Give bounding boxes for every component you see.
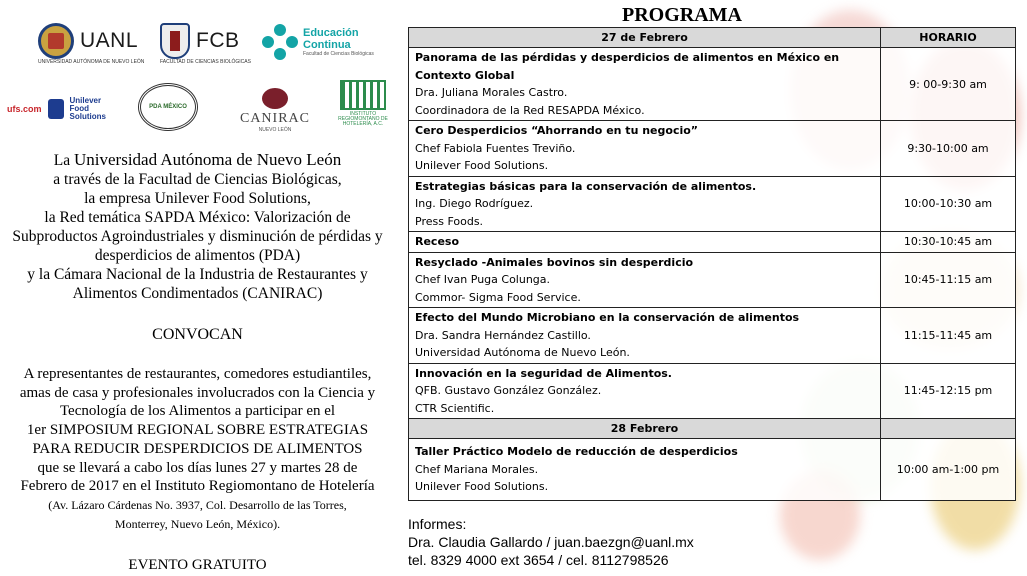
unilever-u-icon <box>48 99 64 119</box>
irh-logo-text: INSTITUTO REGIOMONTANO DE HOTELERÍA, A.C. <box>338 111 388 127</box>
fcb-logo <box>160 17 251 65</box>
session-speaker: QFB. Gustavo González González. <box>415 384 602 397</box>
convocan-heading: CONVOCAN <box>152 326 243 343</box>
edu-logo-sub: Facultad de Ciencias Biológicas <box>303 51 374 57</box>
day1-header: 27 de Febrero <box>409 28 881 48</box>
session-org: Unilever Food Solutions. <box>415 159 549 172</box>
call-line7: Febrero de 2017 en el Instituto Regiomontano de Hotelería <box>20 478 375 495</box>
session-speaker: Dra. Juliana Morales Castro. <box>415 86 568 99</box>
call-line4: 1er SIMPOSIUM REGIONAL SOBRE ESTRATEGIAS <box>26 422 369 439</box>
educacion-continua-logo <box>262 22 374 62</box>
uanl-logo-sub: UNIVERSIDAD AUTÓNOMA DE NUEVO LEÓN <box>38 59 145 65</box>
session-title: Cero Desperdicios “Ahorrando en tu negocio” <box>415 124 699 137</box>
session-speaker: Dra. Sandra Hernández Castillo. <box>415 328 591 342</box>
intro-university: Universidad Autónoma de Nuevo León <box>74 150 342 169</box>
unilever-line3: Solutions <box>69 112 106 121</box>
intro-line7: y la Cámara Nacional de la Industria de Restaurantes y <box>27 266 368 283</box>
canirac-emblem-icon <box>262 88 288 109</box>
canirac-logo <box>235 88 315 133</box>
table-row <box>409 176 1016 232</box>
informes-phone: tel. 8329 4000 ext 3654 / cel. 8112798526 <box>408 552 669 568</box>
programa-table <box>408 27 1016 501</box>
canirac-logo-text: CANIRAC <box>239 111 310 126</box>
horario-header: HORARIO <box>881 28 1016 48</box>
table-row <box>409 121 1016 177</box>
session-org: Press Foods. <box>415 214 484 228</box>
session-title: Resyclado -Animales bovinos sin desperdicio <box>415 255 694 269</box>
call-line6: que se llevará a cabo los días lunes 27 y martes 28 de <box>37 459 358 476</box>
intro-line4: la Red temática SAPDA México: Valorización de <box>44 209 351 226</box>
session-speaker: Chef Mariana Morales. <box>415 462 539 476</box>
session-org: Commor- Sigma Food Service. <box>415 290 581 304</box>
session-time: 11:45-12:15 pm <box>881 363 1016 419</box>
session-time: 10:00-10:30 am <box>881 176 1016 232</box>
informes-block <box>408 515 694 569</box>
fcb-shield-icon <box>160 23 190 59</box>
table-row <box>409 363 1016 419</box>
session-title: Panorama de las pérdidas y desperdicios de alimentos en México en Contexto Global <box>415 51 840 82</box>
session-time: 11:15-11:45 am <box>881 308 1016 364</box>
table-row <box>409 48 1016 121</box>
session-org: Coordinadora de la Red RESAPDA México. <box>415 103 645 117</box>
informes-contact: Dra. Claudia Gallardo / juan.baezgn@uanl.mx <box>408 534 694 550</box>
intro-line2: a través de la Facultad de Ciencias Biológicas, <box>53 171 342 188</box>
session-org: Unilever Food Solutions. <box>415 480 549 493</box>
table-header-row <box>409 419 1016 439</box>
call-line5: PARA REDUCIR DESPERDICIOS DE ALIMENTOS <box>32 440 363 457</box>
intro-line5: Subproductos Agroindustriales y disminución de pérdidas y <box>12 228 383 245</box>
session-title: Innovación en la seguridad de Alimentos. <box>415 366 672 380</box>
uanl-logo <box>38 17 145 65</box>
programa-title: PROGRAMA <box>622 4 742 26</box>
fcb-logo-sub: FACULTAD DE CIENCIAS BIOLÓGICAS <box>160 59 251 65</box>
irh-building-icon <box>340 80 386 110</box>
session-speaker: Ing. Diego Rodríguez. <box>415 197 534 210</box>
table-header-row <box>409 28 1016 48</box>
edu-logo-line2: Continua <box>303 39 351 51</box>
session-title: Taller Práctico Modelo de reducción de desperdicios <box>415 445 738 458</box>
session-time: 9:30-10:00 am <box>881 121 1016 177</box>
intro-line8: Alimentos Condimentados (CANIRAC) <box>72 285 323 302</box>
intro-text <box>0 150 395 303</box>
session-title: Receso <box>415 235 460 248</box>
intro-line6: desperdicios de alimentos (PDA) <box>94 247 301 264</box>
call-line3: Tecnología de los Alimentos a participar en el <box>59 403 336 420</box>
uanl-logo-text: UANL <box>80 29 139 52</box>
fcb-logo-text: FCB <box>196 29 240 52</box>
ufs-text: ufs.com <box>7 104 42 114</box>
evento-gratuito: EVENTO GRATUITO <box>128 557 267 573</box>
pda-logo-text: PDA MÉXICO <box>138 83 198 131</box>
unilever-line2: Food <box>69 104 90 113</box>
address-line2: Monterrey, Nuevo León, México). <box>114 516 281 531</box>
uanl-seal-icon <box>38 23 74 59</box>
address-line1: (Av. Lázaro Cárdenas No. 3937, Col. Desarrollo de las Torres, <box>48 497 347 512</box>
session-time: 10:45-11:15 am <box>881 252 1016 308</box>
session-title: Estrategias básicas para la conservación de alimentos. <box>415 179 757 193</box>
intro-line3: la empresa Unilever Food Solutions, <box>84 190 311 207</box>
edu-logo-line1: Educación <box>303 27 359 39</box>
instituto-regiomontano-logo <box>338 80 388 132</box>
session-title: Efecto del Mundo Microbiano en la conservación de alimentos <box>415 311 800 324</box>
table-row <box>409 439 1016 501</box>
table-row <box>409 252 1016 308</box>
empty-header-cell <box>881 419 1016 439</box>
call-line2: amas de casa y profesionales involucrados con la Ciencia y <box>19 384 376 401</box>
unilever-line1: Unilever <box>69 96 102 105</box>
call-line1: A representantes de restaurantes, comedores estudiantiles, <box>23 366 372 382</box>
pda-mexico-logo <box>138 82 200 132</box>
flower-icon <box>262 24 298 60</box>
intro-prefix: La <box>53 152 74 169</box>
table-row <box>409 232 1016 253</box>
informes-label: Informes: <box>408 516 467 532</box>
session-speaker: Chef Ivan Puga Colunga. <box>415 273 551 286</box>
session-org: Universidad Autónoma de Nuevo León. <box>415 346 630 359</box>
session-speaker: Chef Fabiola Fuentes Treviño. <box>415 141 576 155</box>
canirac-logo-sub: NUEVO LEÓN <box>258 127 292 133</box>
session-time: 10:00 am-1:00 pm <box>881 439 1016 501</box>
day2-header: 28 Febrero <box>409 419 881 439</box>
call-text <box>0 365 395 533</box>
session-time: 9: 00-9:30 am <box>881 48 1016 121</box>
session-time: 10:30-10:45 am <box>881 232 1016 253</box>
unilever-food-solutions-logo <box>7 95 106 123</box>
session-org: CTR Scientific. <box>415 401 495 415</box>
table-row <box>409 308 1016 364</box>
